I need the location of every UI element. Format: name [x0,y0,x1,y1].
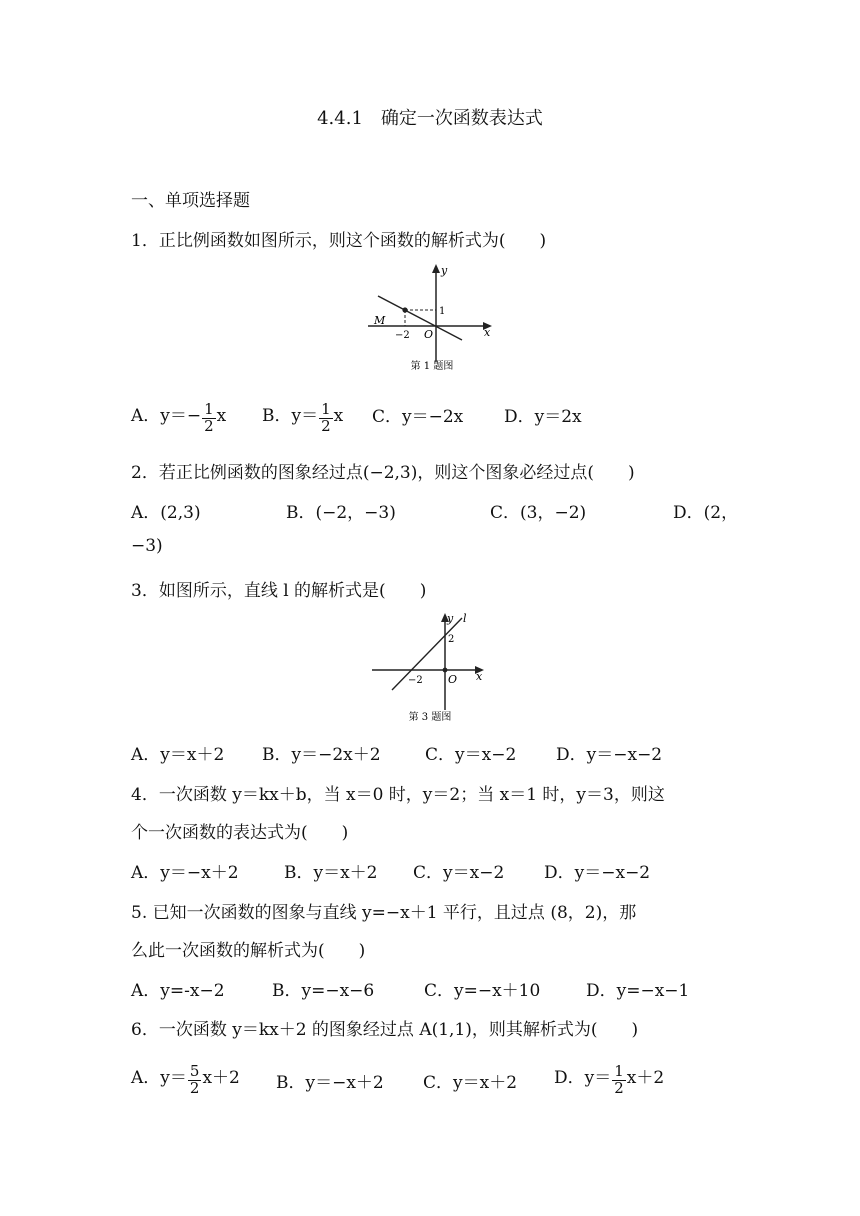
q1-figure [362,258,502,378]
page-title: 4.4.1 确定一次函数表达式 [317,108,543,129]
q1-option-a-prefix: A．y＝− [131,405,202,426]
q6-stem: 6．一次函数 y＝kx＋2 的图象经过点 A(1,1)，则其解析式为( ) [131,1020,639,1040]
q5-option-a[interactable]: A．y=-x−2 [131,981,225,1001]
q2-option-c[interactable]: C．(3，−2) [490,503,587,523]
q1-caption: 第 1 题图 [410,361,454,372]
q2-option-a[interactable]: A．(2,3) [131,503,201,523]
q3-label-o: O [448,673,458,686]
q5-option-b[interactable]: B．y=−x−6 [272,981,375,1001]
q1-option-c[interactable]: C．y＝−2x [372,407,464,427]
q5-option-c[interactable]: C．y=−x＋10 [424,981,541,1001]
q3-figure [370,608,490,728]
q1-option-b-prefix: B．y＝ [262,405,319,426]
q6-option-d-suffix: x＋2 [626,1067,665,1088]
q6-option-d-fraction [612,1064,626,1097]
q1-option-a-suffix: x [216,405,227,426]
q1-label-neg2: −2 [395,330,410,341]
q6-option-a-num: 5 [189,1062,200,1080]
q3-label-l: l [463,612,467,625]
q5-stem-line2: 么此一次函数的解析式为( ) [131,941,366,961]
q1-option-a-fraction [202,402,216,435]
q1-option-b-den: 2 [321,416,331,435]
q1-stem: 1．正比例函数如图所示，则这个函数的解析式为( ) [131,231,547,251]
q6-option-b[interactable]: B．y＝−x＋2 [276,1073,384,1093]
q1-label-m: M [374,314,386,327]
q1-point-m [402,307,407,312]
q4-option-d[interactable]: D．y＝−x−2 [544,863,651,883]
q3-label-2: 2 [448,634,455,645]
q2-option-d-cont: −3) [131,536,163,556]
q2-stem: 2．若正比例函数的图象经过点(−2,3)，则这个图象必经过点( ) [131,463,635,483]
q1-label-x: x [484,326,491,339]
q1-option-a[interactable] [131,400,226,433]
q3-stem: 3．如图所示，直线 l 的解析式是( ) [131,581,427,601]
q6-option-d-num: 1 [614,1062,624,1080]
q1-option-b-suffix: x [333,405,344,426]
q1-label-y: y [441,264,448,277]
q6-option-d-prefix: D．y＝ [554,1067,612,1088]
q3-option-a[interactable]: A．y＝x＋2 [131,745,225,765]
q6-option-d[interactable] [554,1062,664,1095]
q6-option-a-prefix: A．y＝ [131,1067,187,1088]
q5-stem-line1: 5. 已知一次函数的图象与直线 y=−x＋1 平行，且过点 (8，2)，那 [131,903,637,923]
q4-option-a[interactable]: A．y＝−x＋2 [131,863,239,883]
q3-label-x: x [476,670,483,683]
q6-option-a-fraction [188,1064,202,1097]
q2-option-b[interactable]: B．(−2，−3) [286,503,396,523]
q4-stem-line1: 4．一次函数 y＝kx＋b，当 x＝0 时，y＝2；当 x＝1 时，y＝3，则这 [131,785,665,805]
q3-option-d[interactable]: D．y＝−x−2 [556,745,663,765]
q2-option-d[interactable]: D．(2， [673,503,739,523]
q4-option-b[interactable]: B．y＝x＋2 [284,863,378,883]
q6-option-a[interactable] [131,1062,240,1095]
q3-label-neg2: −2 [408,675,423,686]
section-heading: 一、单项选择题 [131,191,250,211]
q1-line [378,296,462,340]
q1-option-b-num: 1 [321,400,331,418]
q3-label-y: y [447,612,454,625]
q6-option-d-den: 2 [614,1078,624,1097]
q5-option-d[interactable]: D．y=−x−1 [586,981,690,1001]
q1-label-o: O [424,328,434,341]
q3-point [443,668,448,673]
q3-caption: 第 3 题图 [408,712,452,723]
q3-option-c[interactable]: C．y＝x−2 [425,745,517,765]
q4-stem-line2: 个一次函数的表达式为( ) [131,823,349,843]
q3-option-b[interactable]: B．y＝−2x＋2 [262,745,381,765]
q6-option-a-den: 2 [189,1078,200,1097]
q6-option-a-suffix: x＋2 [202,1067,240,1088]
q6-option-c[interactable]: C．y＝x＋2 [423,1073,518,1093]
q1-y-arrow [432,264,440,273]
q1-option-b[interactable] [262,400,343,433]
q1-option-a-den: 2 [204,416,214,435]
q1-label-1: 1 [439,306,446,317]
q1-option-d[interactable]: D．y＝2x [504,407,582,427]
q1-option-a-num: 1 [204,400,214,418]
q4-option-c[interactable]: C．y＝x−2 [413,863,505,883]
q1-option-b-fraction [319,402,333,435]
